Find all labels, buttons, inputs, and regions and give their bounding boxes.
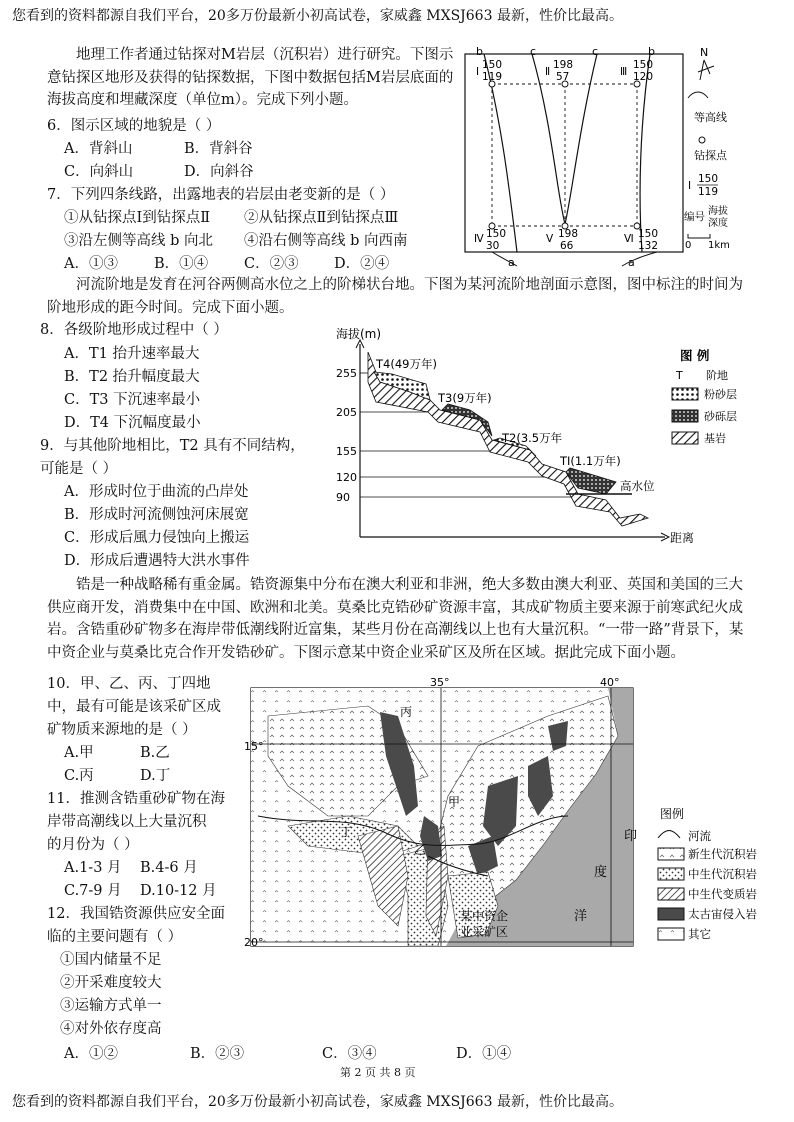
bottom-banner: 您看到的资料都源自我们平台，20多万份最新小初高试卷，家威鑫 MXSJ663 最新，性价比最高。: [12, 1094, 623, 1110]
q6-option-b: B．背斜谷: [184, 141, 253, 157]
legend-gravel: 砂砾层: [704, 410, 737, 423]
terrace-t4-label: T4(49万年): [376, 357, 437, 371]
drill-alt-6: 150: [638, 228, 659, 240]
drill-id-3: Ⅲ: [620, 66, 628, 78]
q6-option-a: A．背斜山: [64, 141, 133, 157]
q7-line-1: ①从钻探点Ⅰ到钻探点Ⅱ: [64, 210, 211, 226]
lat-20: 20°: [244, 936, 264, 949]
q11-stem-3: 的月份为（ ）: [47, 837, 139, 853]
q6-stem: 6．图示区域的地貌是（ ）: [47, 118, 221, 134]
north-arrow-icon: [698, 60, 714, 80]
ocean-char-2: 度: [594, 865, 608, 880]
river-legend-icon: [658, 831, 680, 839]
q7-option-d: D．②④: [334, 256, 390, 272]
drill-depth-1: 119: [482, 71, 503, 83]
tick-155: 155: [336, 445, 357, 458]
legend-code: 编号: [684, 211, 705, 223]
legend-t-symbol: T: [676, 369, 683, 382]
q8-option-a: A．T1 抬升速率最大: [64, 346, 200, 362]
legend-river: 河流: [688, 829, 711, 843]
mine-area-line1: 某中资企: [460, 909, 509, 923]
drilling-area-map: [462, 44, 772, 268]
q7-option-b: B．①④: [154, 256, 209, 272]
legend-sample-depth: 119: [698, 186, 719, 198]
mine-area-line2: 业采矿区: [460, 925, 509, 939]
legend-drill: 钻探点: [694, 149, 727, 162]
q7-option-a: A．①③: [64, 256, 118, 272]
page-number: 第 2 页 共 8 页: [340, 1066, 416, 1079]
place-yi: 乙: [414, 843, 427, 857]
q11-option-a: A.1-3 月: [64, 860, 122, 876]
legend-other: 其它: [688, 927, 711, 941]
legend-bedrock: 基岩: [704, 432, 726, 445]
q9-stem-cont: 可能是（ ）: [40, 461, 118, 477]
cenozoic-legend-swatch: [658, 848, 684, 860]
q10-stem-3: 矿物质来源地的是（ ）: [47, 722, 197, 738]
legend-cenozoic: 新生代沉积岩: [688, 847, 757, 861]
q12-item-1: ①国内储量不足: [60, 952, 162, 968]
section1-intro: 地理工作者通过钻探对M岩层（沉积岩）进行研究。下图示意钻探区地形及获得的钻探数据，下图中数据包括M岩层底面的海拔高度和埋藏深度（单位m）。完成下列小题。: [47, 47, 454, 108]
legend-title: 图 例: [680, 348, 710, 363]
bedrock-legend-swatch: [672, 432, 698, 444]
gravel-legend-swatch: [672, 410, 698, 422]
legend-title-map3: 图例: [660, 807, 685, 821]
q9-option-d: D．形成后遭遇特大洪水事件: [64, 553, 250, 569]
mozambique-map: [244, 676, 788, 952]
place-ding: 丁: [340, 825, 353, 839]
contour-label-a-2: a: [628, 256, 635, 269]
q11-option-c: C.7-9 月: [64, 883, 122, 899]
contour-label-b-1: b: [476, 45, 483, 58]
drill-alt-3: 150: [633, 59, 654, 71]
top-banner: 您看到的资料都源自我们平台，20多万份最新小初高试卷，家威鑫 MXSJ663 最新，性价比最高。: [12, 8, 623, 24]
q6-option-c: C．向斜山: [64, 164, 134, 180]
drill-id-1: Ⅰ: [476, 66, 480, 78]
contour-legend-icon: [688, 92, 708, 98]
y-axis-label: 海拔(m): [336, 327, 382, 341]
q11-stem-2: 岸带高潮线以上大量沉积: [47, 814, 207, 830]
q12-item-3: ③运输方式单一: [60, 998, 162, 1014]
q8-option-c: C．T3 下沉速率最小: [64, 392, 201, 408]
terrace-t1-label: TI(1.1万年): [560, 454, 621, 468]
q7-stem: 7．下列四条线路，出露地表的岩层由老变新的是（ ）: [47, 187, 395, 203]
scale-one: 1km: [708, 240, 730, 251]
drill-depth-3: 120: [633, 71, 654, 83]
q6-option-d: D．向斜谷: [184, 164, 254, 180]
drill-alt-2: 198: [553, 59, 574, 71]
mesozoic-meta-legend-swatch: [658, 888, 684, 900]
q8-option-d: D．T4 下沉幅度最小: [64, 415, 201, 431]
q8-option-b: B．T2 抬升幅度最大: [64, 369, 200, 385]
terrace-t2-label: T2(3.5万年: [502, 431, 563, 445]
legend-sample-alt: 150: [698, 173, 719, 185]
section2-intro: 河流阶地是发育在河谷两侧高水位之上的阶梯状台地。下图为某河流阶地剖面示意图，图中标注的时间为阶地形成的距今时间。完成下面小题。: [47, 277, 743, 316]
q9-option-a: A．形成时位于曲流的凸岸处: [64, 484, 249, 500]
q12-stem-1: 12．我国锆资源供应安全面: [47, 906, 225, 922]
q12-option-c: C．③④: [322, 1046, 377, 1062]
contour-label-c-1: c: [530, 45, 537, 58]
section3-intro: 锆是一种战略稀有重金属。锆资源集中分布在澳大利亚和非洲，绝大多数由澳大利亚、英国和美国的三大供应商开发，消费集中在中国、欧洲和北美。莫桑比克锆砂矿资源丰富，其成矿物质主要来源于前寒武纪火成岩。含锆重砂矿物多在海岸带低潮线附近富集，某些月份在高潮线以上也有大量沉积。“一带一路”背景下，某中资企业与莫桑比克合作开发锆砂矿。下图示意某中资企业采矿区及所在区域。据此完成下面小题。: [47, 577, 744, 661]
legend-archean: 太古宙侵入岩: [688, 907, 757, 921]
q7-line-4: ④沿右侧等高线 b 向西南: [244, 233, 408, 249]
legend-contour: 等高线: [694, 111, 727, 124]
q10-option-d: D.丁: [140, 768, 171, 784]
drill-id-4: Ⅳ: [474, 233, 484, 245]
q8-stem: 8．各级阶地形成过程中（ ）: [40, 322, 228, 338]
ocean-char-3: 洋: [574, 909, 588, 924]
q7-line-3: ③沿左侧等高线 b 向北: [64, 233, 213, 249]
q9-option-b: B．形成时河流侧蚀河床展宽: [64, 507, 249, 523]
x-axis-label: 距离: [670, 531, 695, 545]
legend-depth: 深度: [708, 218, 728, 229]
legend-silt: 粉砂层: [704, 388, 737, 401]
place-jia: 甲: [448, 795, 461, 809]
legend-sample-id: Ⅰ: [688, 180, 692, 192]
drill-depth-5: 66: [560, 240, 574, 252]
q12-option-d: D．①④: [456, 1046, 512, 1062]
q10-option-c: C.丙: [64, 768, 94, 784]
high-water-label: 高水位: [620, 479, 655, 493]
q12-stem-2: 临的主要问题有（ ）: [47, 929, 183, 945]
q12-item-4: ④对外依存度高: [60, 1021, 162, 1037]
q9-stem: 9．与其他阶地相比，T2 具有不同结构，: [40, 438, 305, 454]
archean-legend-swatch: [658, 908, 684, 920]
q12-option-a: A．①②: [64, 1046, 118, 1062]
q12-option-b: B．②③: [190, 1046, 245, 1062]
q11-option-b: B.4-6 月: [140, 860, 198, 876]
silt-legend-swatch: [672, 388, 698, 400]
drill-id-2: Ⅱ: [545, 66, 551, 78]
drill-depth-2: 57: [556, 71, 570, 83]
drill-id-5: Ⅴ: [546, 233, 554, 245]
q10-option-b: B.乙: [140, 745, 170, 761]
q10-stem-1: 10．甲、乙、丙、丁四地: [47, 676, 211, 692]
river-terrace-profile: [330, 322, 770, 550]
q7-line-2: ②从钻探点Ⅱ到钻探点Ⅲ: [244, 210, 399, 226]
contour-label-b-2: b: [648, 45, 655, 58]
tick-120: 120: [336, 471, 357, 484]
q10-stem-2: 中，最有可能是该采矿区成: [47, 699, 221, 715]
contour-b-right: [640, 54, 650, 252]
lon-40: 40°: [600, 676, 620, 689]
other-legend-swatch: [658, 928, 684, 940]
tick-205: 205: [336, 406, 357, 419]
tick-255: 255: [336, 367, 357, 380]
tick-90: 90: [336, 491, 350, 504]
scale-zero: 0: [685, 240, 692, 251]
q7-option-c: C．②③: [244, 256, 299, 272]
legend-meso-sed: 中生代沉积岩: [688, 867, 757, 881]
drill-depth-6: 132: [638, 240, 659, 252]
lat-15: 15°: [244, 740, 264, 753]
legend-meso-meta: 中生代变质岩: [688, 887, 757, 901]
q9-option-c: C．形成后風力侵蚀向上搬运: [64, 530, 250, 546]
q11-option-d: D.10-12 月: [140, 883, 217, 899]
drill-alt-4: 150: [486, 228, 507, 240]
scale-bar-icon: [688, 234, 710, 238]
drill-depth-4: 30: [486, 240, 500, 252]
legend-altitude: 海拔: [708, 206, 728, 217]
terrace-t3-label: T3(9万年): [438, 391, 492, 405]
drill-id-6: Ⅵ: [624, 233, 634, 245]
north-label: N: [700, 46, 709, 59]
place-bing: 丙: [400, 705, 413, 719]
contour-label-a-1: a: [508, 256, 515, 269]
q12-item-2: ②开采难度较大: [60, 975, 162, 991]
drill-point-legend-icon: [699, 137, 705, 143]
q11-stem-1: 11．推测含锆重砂矿物在海: [47, 791, 225, 807]
drill-alt-5: 198: [558, 228, 579, 240]
drill-alt-1: 150: [482, 59, 503, 71]
legend-t-label: 阶地: [706, 369, 728, 382]
contour-label-c-2: c: [592, 45, 599, 58]
q10-option-a: A.甲: [64, 745, 94, 761]
lon-35: 35°: [430, 676, 450, 689]
ocean-char-1: 印: [624, 829, 638, 844]
mesozoic-sed-legend-swatch: [658, 868, 684, 880]
